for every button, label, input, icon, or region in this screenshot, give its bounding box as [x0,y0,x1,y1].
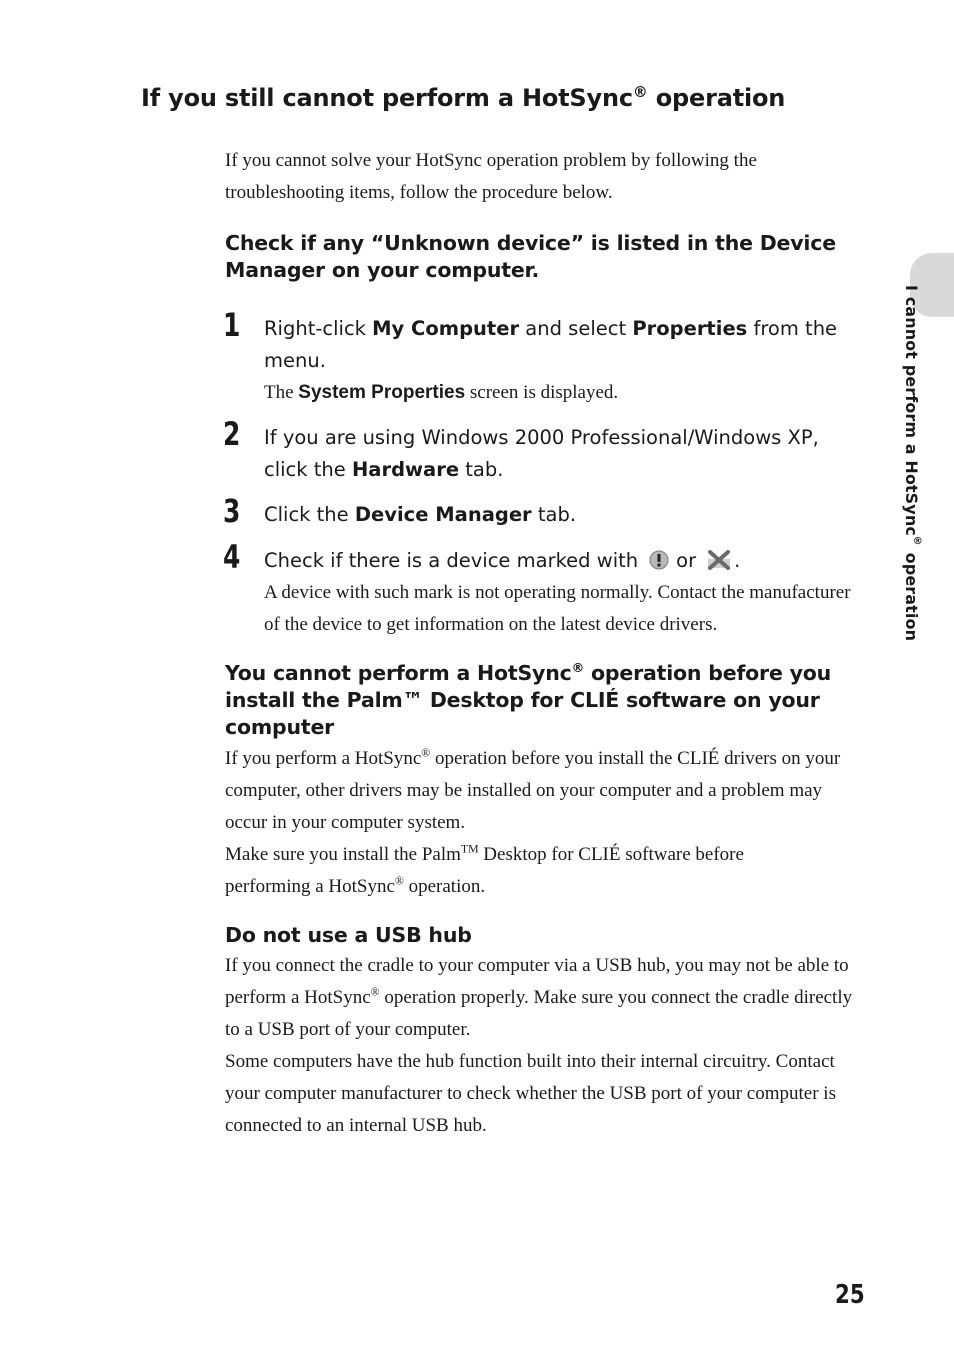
page-number: 25 [835,1280,865,1310]
section3-paragraph-2: Some computers have the hub function built into their internal circuitry. Contact your computer manufacturer to check whether the USB port of your computer is connected to an internal USB hub. [225,1051,836,1136]
step-1-text: Right-click My Computer and select Properties from the menu. The System Properties screen is displayed. [264,313,864,409]
step-4-note: A device with such mark is not operating normally. Contact the manufacturer of the device to get information on the latest device drivers. [264,582,851,635]
intro-paragraph: If you cannot solve your HotSync operation problem by following the troubleshooting items, follow the procedure below. [225,150,757,203]
side-tab-label: I cannot perform a HotSync® operation [902,285,924,642]
step-number-4: 4 [223,538,241,576]
section3-paragraph-1: If you connect the cradle to your computer via a USB hub, you may not be able to perform a HotSync® operation properly. Make sure you connect the cradle directly to a USB port of your computer. [225,955,853,1040]
step-4-text: Check if there is a device marked with or . A device with such mark is not operating normally. Contact the manufacturer of the device to get information on the latest device drivers. [264,545,864,641]
warning-exclamation-icon [648,548,670,568]
section2-paragraph-1: If you perform a HotSync® operation before you install the CLIÉ drivers on your computer, other drivers may be installed on your computer and a problem may occur in your computer system. [225,746,841,833]
section2-paragraph-2: Make sure you install the Palm™ Desktop for CLIÉ software before performing a HotSync® operation. [225,842,744,897]
step-1-note: The System Properties screen is displayed. [264,382,619,403]
step-2-text: If you are using Windows 2000 Professional/Windows XP, click the Hardware tab. [264,426,819,481]
red-x-icon [706,548,732,568]
section-heading-install-palm-desktop: You cannot perform a HotSync® operation before you install the Palm™ Desktop for CLIÉ software on your computer [225,660,832,739]
section-heading-usb-hub: Do not use a USB hub [225,923,472,947]
step-number-3: 3 [223,492,241,530]
page-title: If you still cannot perform a HotSync® operation [141,83,786,112]
section-heading-unknown-device: Check if any “Unknown device” is listed in the Device Manager on your computer. [225,231,836,282]
step-3-text: Click the Device Manager tab. [264,503,577,526]
step-number-2: 2 [223,415,241,453]
step-number-1: 1 [223,306,241,344]
